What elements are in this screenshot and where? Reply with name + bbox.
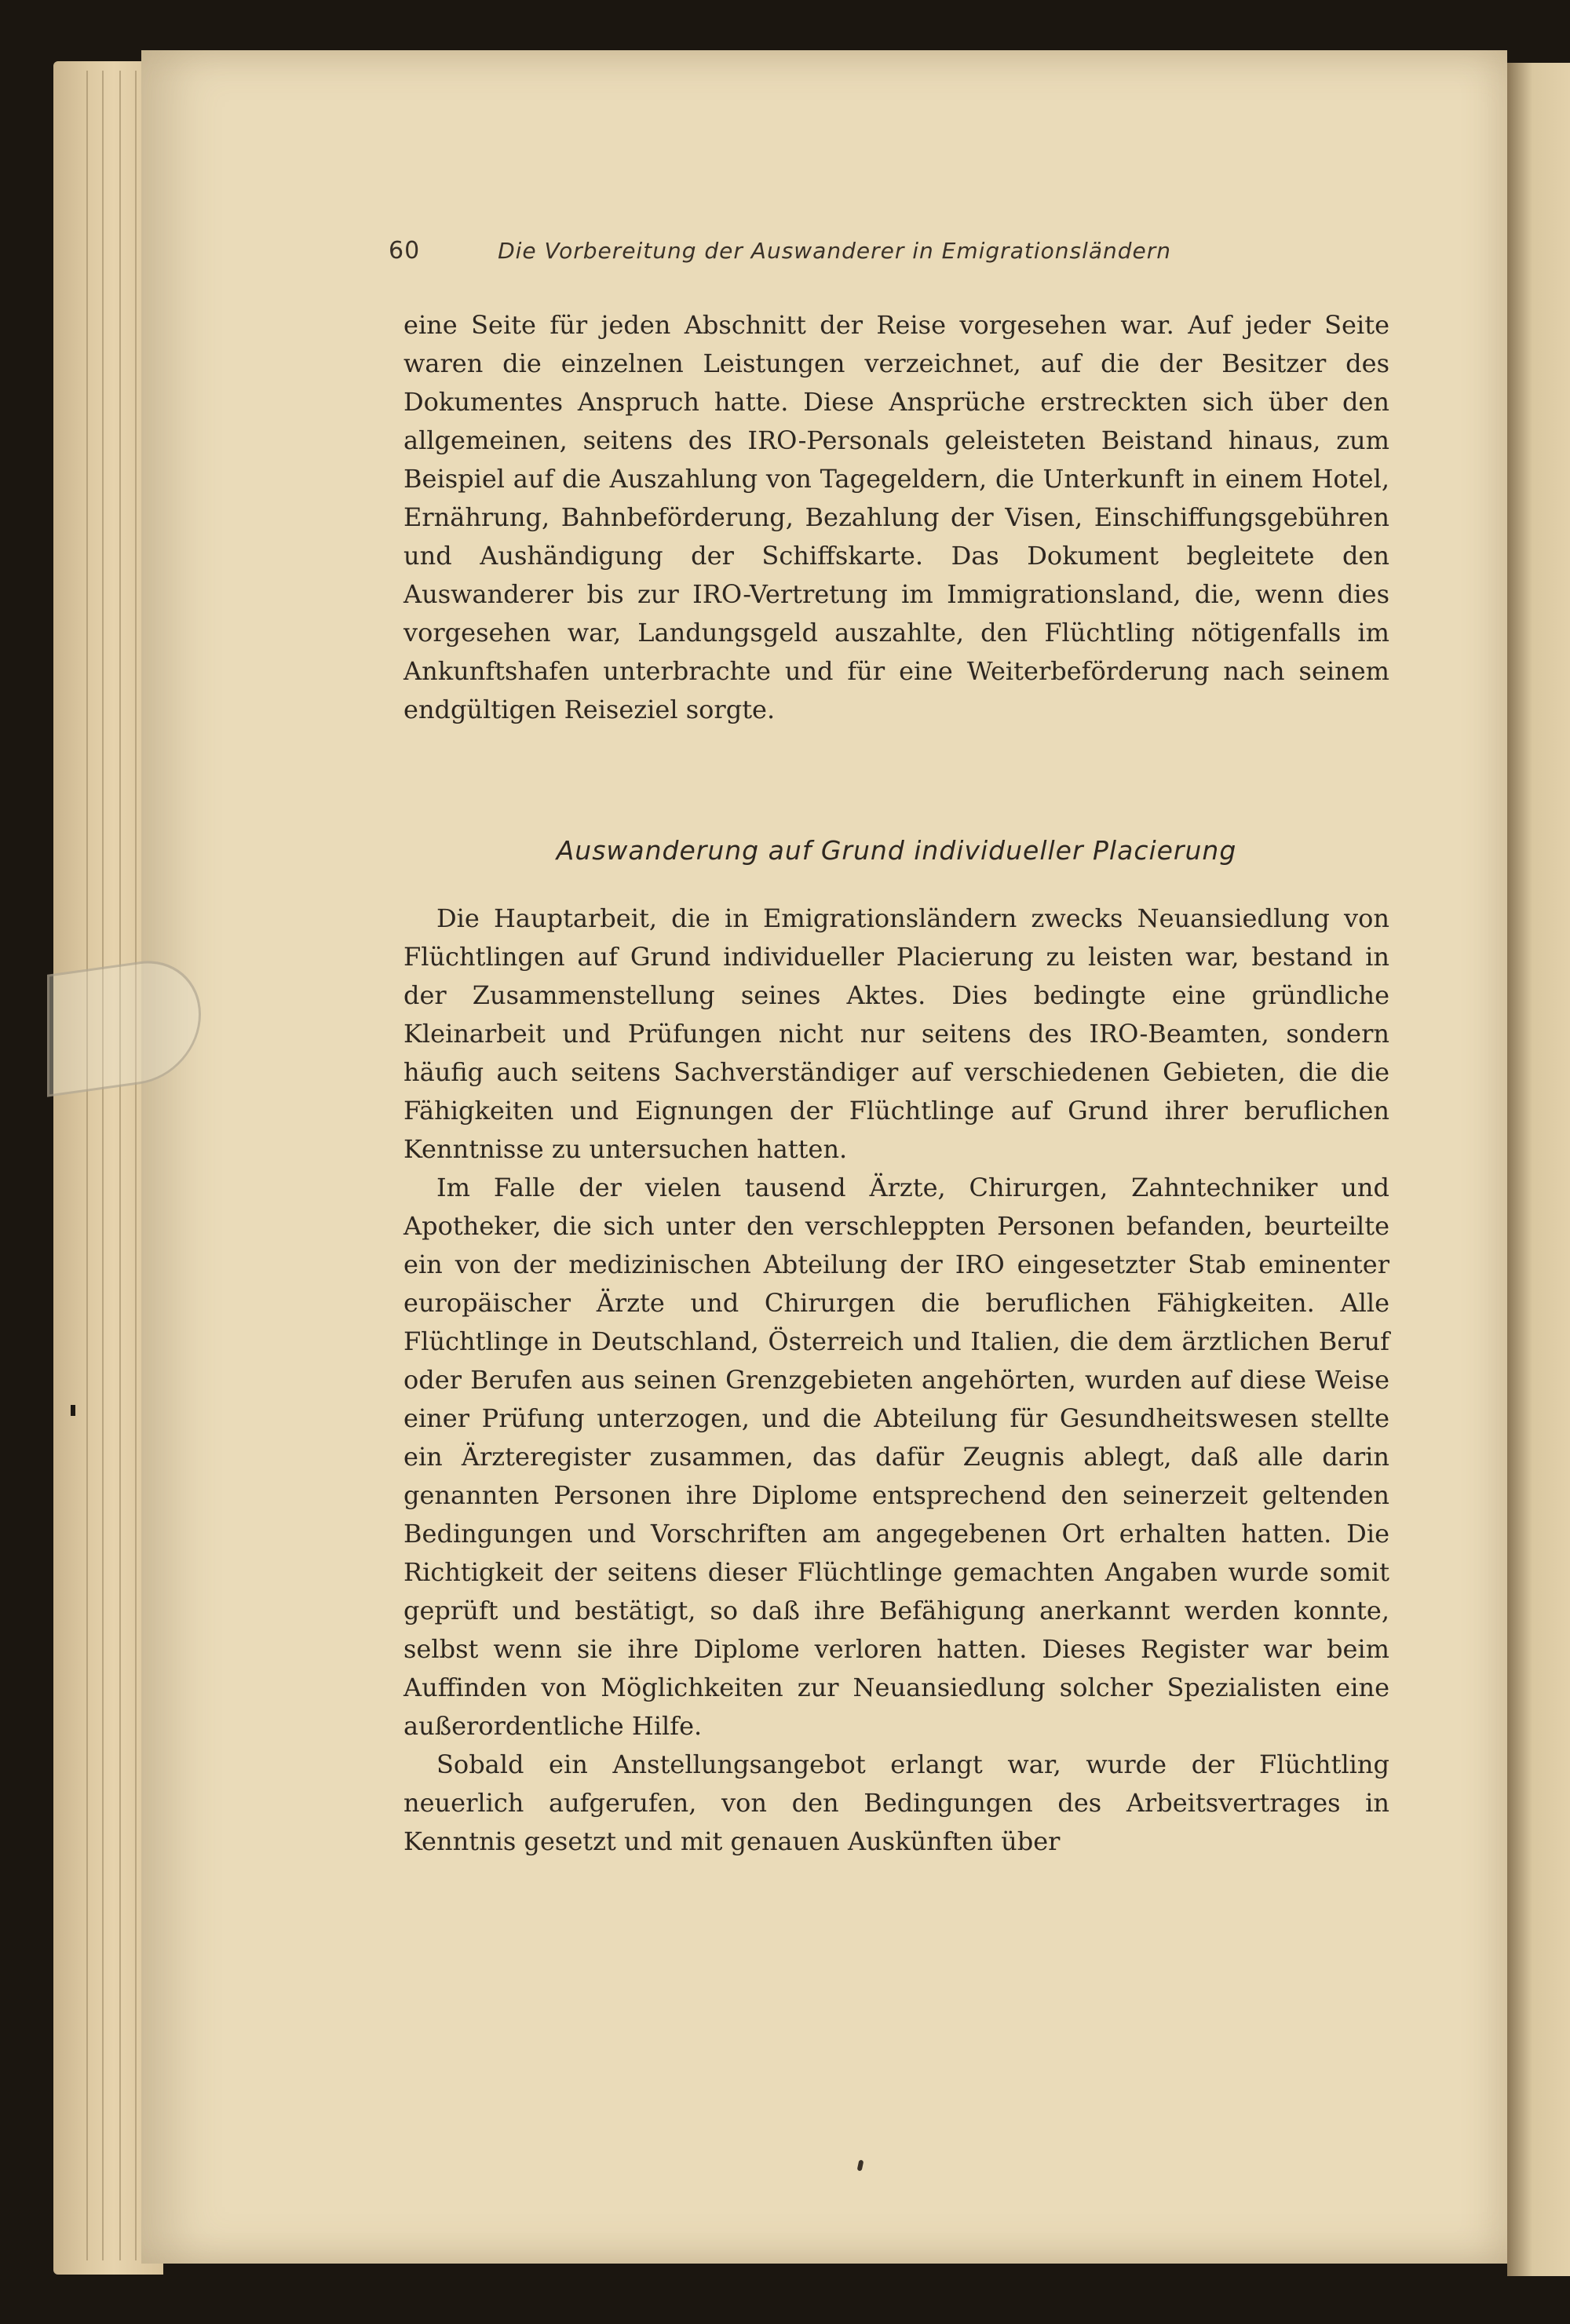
paragraph-2: Die Hauptarbeit, die in Emigrationsländern zwecks Neuansiedlung von Flüchtlingen auf Grund individueller Placierung zu leisten war, bestand in der Zusammenstellung seines Aktes. Dies bedingte eine gründliche Kleinarbeit und Prüfungen nicht nur seitens des IRO-Beamten, sondern häufig auch seitens Sachverständiger auf verschiedenen Gebieten, die die Fähigkeiten und Eignungen der Flüchtlinge auf Grund ihrer beruflichen Kenntnisse zu untersuchen hatten. — [403, 903, 1389, 1164]
page-edge-line — [86, 71, 88, 2260]
running-head — [389, 237, 1252, 268]
page-edge-line — [119, 71, 121, 2260]
spine-mark — [71, 1405, 75, 1416]
page-edge-line — [102, 71, 104, 2260]
paragraph-4: Sobald ein Anstellungsangebot erlangt war, wurde der Flüchtling neuerlich aufgerufen, von den Bedingungen des Arbeitsvertrages in Kenntnis gesetzt und mit genauen Auskünften über — [403, 1749, 1389, 1856]
page-edge-line — [135, 71, 137, 2260]
section-heading: Auswanderung auf Grund individueller Placierung — [556, 835, 1237, 866]
facing-page-edge — [1507, 63, 1570, 2276]
paragraph-3: Im Falle der vielen tausend Ärzte, Chirurgen, Zahntechniker und Apotheker, die sich unter den verschleppten Personen befanden, beurteilte ein von der medizinischen Abteilung der IRO eingesetzter Stab eminenter europäischer Ärzte und Chirurgen die beruflichen Fähigkeiten. Alle Flüchtlinge in Deutschland, Österreich und Italien, die dem ärztlichen Beruf oder Berufen aus seinen Grenzgebieten angehörten, wurden auf diese Weise einer Prüfung unterzogen, und die Abteilung für Gesundheitswesen stellte ein Ärzteregister zusammen, das dafür Zeugnis ablegt, daß alle darin genannten Personen ihre Diplome entsprechend den seinerzeit geltenden Bedingungen und Vorschriften am angegebenen Ort erhalten hatten. Die Richtigkeit der seitens dieser Flüchtlinge gemachten Angaben wurde somit geprüft und bestätigt, so daß ihre Befähigung anerkannt werden konnte, selbst wenn sie ihre Diplome verloren hatten. Dieses Register war beim Auffinden von Möglichkeiten zur Neuansiedlung solcher Spezialisten eine außerordentliche Hilfe. — [403, 1173, 1389, 1741]
body-text-top — [403, 306, 1389, 729]
paragraph-1: eine Seite für jeden Abschnitt der Reise vorgesehen war. Auf jeder Seite waren die einzelnen Leistungen verzeichnet, auf die der Besitzer des Dokumentes Anspruch hatte. Diese Ansprüche erstreckten sich über den allgemeinen, seitens des IRO-Personals geleisteten Beistand hinaus, zum Beispiel auf die Auszahlung von Tagegeldern, die Unterkunft in einem Hotel, Ernährung, Bahnbeförderung, Bezahlung der Visen, Einschiffungsgebühren und Aushändigung der Schiffskarte. Das Dokument begleitete den Auswanderer bis zur IRO-Vertretung im Immigrationsland, die, wenn dies vorgesehen war, Landungsgeld auszahlte, den Flüchtling nötigenfalls im Ankunftshafen unterbrachte und für eine Weiterbeförderung nach seinem endgültigen Reiseziel sorgte. — [403, 310, 1389, 724]
running-head-title: Die Vorbereitung der Auswanderer in Emigrationsländern — [498, 238, 1172, 264]
page-number: 60 — [389, 237, 421, 265]
body-text-main — [403, 899, 1389, 1861]
